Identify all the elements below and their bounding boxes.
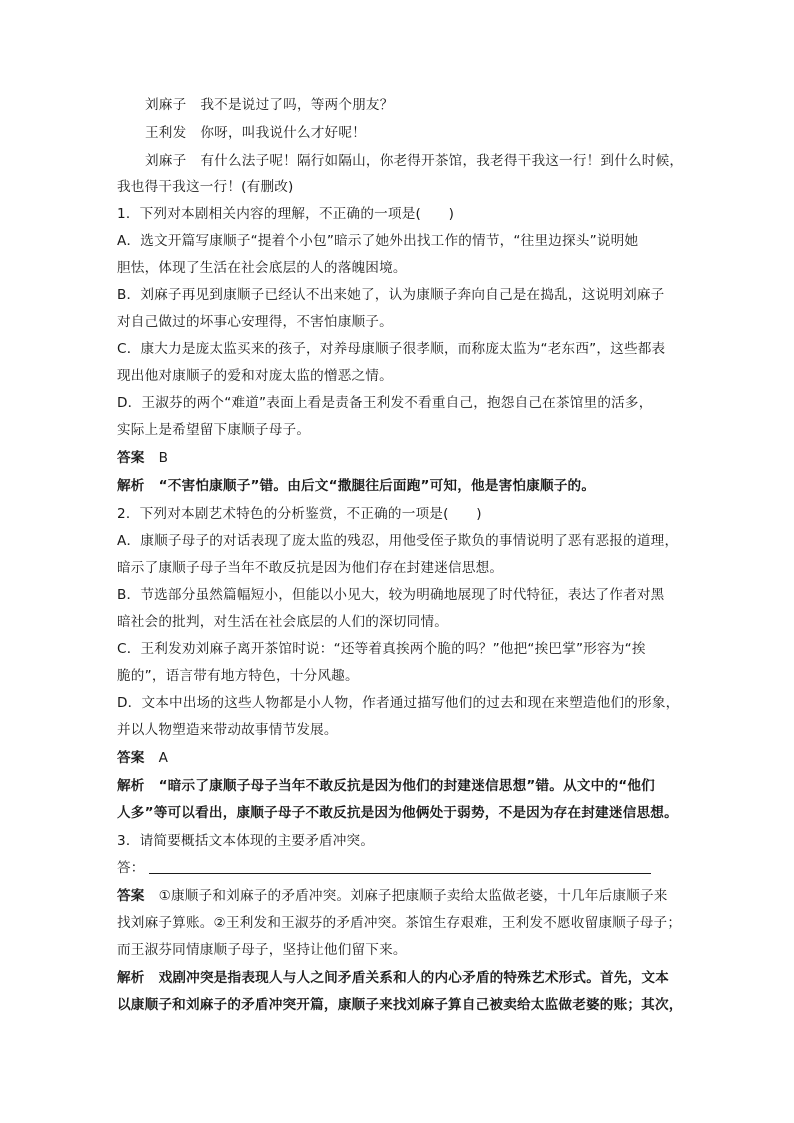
dialogue-line-4: [117, 177, 294, 197]
dialogue-text: 你呀，叫我说什么才好呢！: [200, 125, 366, 141]
q2-analysis-line-1: [117, 776, 655, 796]
answer-prompt-label: 答：: [117, 860, 145, 876]
q3-analysis-line-2: 以康顺子和刘麻子的矛盾冲突开篇，康顺子来找刘麻子算自己被卖给太监做老婆的账；其次，: [117, 997, 683, 1013]
q3-answer-line-2: 找刘麻子算账。②王利发和王淑芬的矛盾冲突。茶馆生存艰难，王利发不愿收留康顺子母子；: [117, 915, 682, 931]
q2-analysis-line-2: 人多”等可以看出，康顺子母子不敢反抗是因为他俩处于弱势，不是因为存在封建迷信思想。: [117, 805, 678, 821]
answer-label: 答案: [117, 888, 145, 904]
q2-option-d-cont: 并以人物塑造来带动故事情节发展。: [117, 722, 338, 738]
answer-value: A: [158, 750, 169, 766]
q1-option-a-cont: 胆怯，体现了生活在社会底层的人的落魄困境。: [117, 260, 407, 276]
answer-blank-line[interactable]: [149, 859, 651, 874]
dialogue-line-3: [145, 151, 683, 171]
answer-label: 答案: [117, 450, 145, 466]
q2-option-a-cont: 暗示了康顺子母子当年不敢反抗是因为他们存在封建迷信思想。: [117, 560, 504, 576]
q3-analysis-line-1: [117, 968, 669, 988]
dialogue-line-2: [145, 123, 366, 143]
q2-option-b: B．节选部分虽然篇幅短小，但能以小见大，较为明确地展现了时代特征，表达了作者对黑: [117, 587, 665, 603]
q1-analysis: [117, 476, 595, 496]
q2-option-d: D．文本中出场的这些人物都是小人物，作者通过描写他们的过去和现在来塑造他们的形象，: [117, 695, 680, 711]
q1-option-a: A．选文开篇写康顺子“提着个小包”暗示了她外出找工作的情节，“往里边探头”说明她: [117, 233, 639, 249]
q1-option-b-cont: 对自己做过的坏事心安理得，不害怕康顺子。: [117, 314, 393, 330]
analysis-text: “不害怕康顺子”错。由后文“撒腿往后面跑”可知，他是害怕康顺子的。: [158, 478, 596, 494]
speaker-name: 王利发: [145, 125, 187, 141]
q3-answer-prompt: [117, 858, 651, 878]
analysis-label: 解析: [117, 970, 145, 986]
q1-answer: [117, 448, 168, 468]
speaker-name: 刘麻子: [145, 153, 187, 169]
q2-option-b-cont: 暗社会的批判，对生活在社会底层的人们的深切同情。: [117, 614, 449, 630]
q1-option-c-cont: 现出他对康顺子的爱和对庞太监的憎恶之情。: [117, 368, 393, 384]
q2-answer: [117, 748, 168, 768]
q3-answer-line-3: 而王淑芬同情康顺子母子，坚持让他们留下来。: [117, 942, 407, 958]
q2-option-a: A．康顺子母子的对话表现了庞太监的残忍，用他受侄子欺负的事情说明了恶有恶报的道理，: [117, 533, 679, 549]
q1-stem: 1．下列对本剧相关内容的理解，不正确的一项是( ): [117, 206, 455, 222]
dialogue-text: 我也得干我这一行！(有删改): [117, 179, 294, 195]
speaker-name: 刘麻子: [145, 97, 187, 113]
q2-stem: 2．下列对本剧艺术特色的分析鉴赏，不正确的一项是( ): [117, 506, 482, 522]
q2-option-c: C．王利发劝刘麻子离开茶馆时说：“还等着真挨两个脆的吗？”他把“挨巴掌”形容为“挨: [117, 641, 646, 657]
q1-option-d: D．王淑芬的两个“难道”表面上看是责备王利发不看重自己，抱怨自己在茶馆里的活多，: [117, 395, 653, 411]
dialogue-text: 我不是说过了吗，等两个朋友？: [200, 97, 394, 113]
analysis-text: “暗示了康顺子母子当年不敢反抗是因为他们的封建迷信思想”错。从文中的“他们: [158, 778, 655, 794]
q1-option-b: B．刘麻子再见到康顺子已经认不出来她了，认为康顺子奔向自己是在捣乱，这说明刘麻子: [117, 287, 665, 303]
q3-stem: 3．请简要概括文本体现的主要矛盾冲突。: [117, 833, 375, 849]
q3-answer-line-1: [117, 886, 668, 906]
dialogue-text: 有什么法子呢！隔行如隔山，你老得开茶馆，我老得干我这一行！到什么时候，: [200, 153, 684, 169]
q1-option-d-cont: 实际上是希望留下康顺子母子。: [117, 422, 311, 438]
dialogue-line-1: [145, 95, 394, 115]
answer-value: B: [158, 450, 169, 466]
analysis-label: 解析: [117, 478, 145, 494]
q2-option-c-cont: 脆的”，语言带有地方特色，十分风趣。: [117, 668, 359, 684]
analysis-text: 戏剧冲突是指表现人与人之间矛盾关系和人的内心矛盾的特殊艺术形式。首先，文本: [158, 970, 669, 986]
answer-text: ①康顺子和刘麻子的矛盾冲突。刘麻子把康顺子卖给太监做老婆，十几年后康顺子来: [158, 888, 668, 904]
answer-label: 答案: [117, 750, 145, 766]
analysis-label: 解析: [117, 778, 145, 794]
q1-option-c: C．康大力是庞太监买来的孩子，对养母康顺子很孝顺，而称庞太监为“老东西”，这些都表: [117, 341, 666, 357]
